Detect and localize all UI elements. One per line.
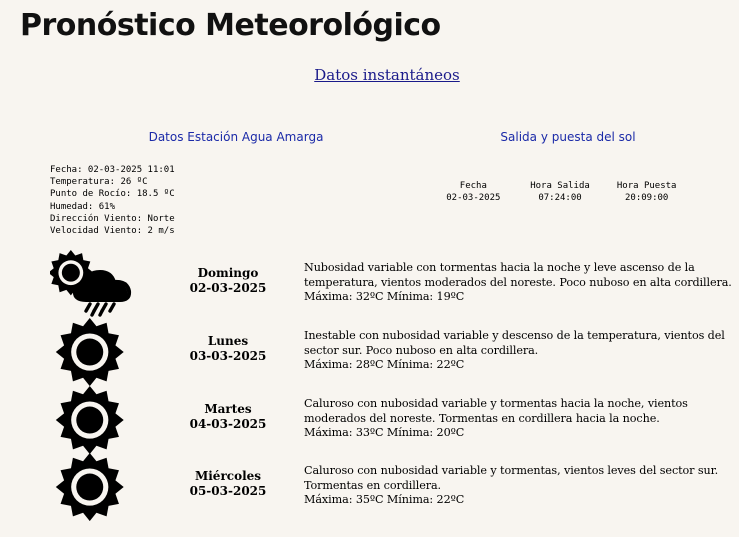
forecast-day-name: Domingo: [197, 266, 259, 280]
forecast-description: Inestable con nubosidad variable y descenso de la temperatura, vientos del sector sur. Poco nuboso en alta cordillera.: [304, 329, 725, 357]
station-date: Fecha: 02-03-2025 11:01: [50, 165, 175, 175]
station-heading: Datos Estación Agua Amarga: [148, 130, 324, 144]
forecast-row: [0, 453, 739, 521]
forecast-description: Nubosidad variable con tormentas hacia la noche y leve ascenso de la temperatura, vientos moderados del noreste. Poco nuboso en alta cordillera.: [304, 261, 732, 289]
forecast-temps: Máxima: 35ºC Mínima: 22ºC: [304, 493, 465, 507]
sun-col-sunrise: [517, 180, 604, 204]
forecast-temps: Máxima: 28ºC Mínima: 22ºC: [304, 358, 465, 372]
station-wind-speed: Velocidad Viento: 2 m/s: [50, 226, 175, 237]
sun-col-sunset: [603, 180, 690, 204]
instant-data-link[interactable]: Datos instantáneos: [314, 66, 460, 84]
sun-value-sunrise: 07:24:00: [538, 193, 582, 203]
sun-value-sunset: 20:09:00: [625, 193, 669, 203]
forecast-day-name: Miércoles: [194, 469, 262, 483]
sun-value-date: 02-03-2025: [446, 193, 501, 203]
page-title: Pronóstico Meteorológico: [20, 8, 441, 43]
sun-table: [430, 180, 690, 204]
station-data-list: [50, 164, 175, 237]
sun-header-sunset: Hora Puesta: [616, 181, 677, 191]
forecast-temps: Máxima: 32ºC Mínima: 19ºC: [304, 290, 465, 304]
forecast-row: [0, 250, 739, 318]
forecast-description: Caluroso con nubosidad variable y tormentas hacia la noche, vientos moderados del noreste. Tormentas en cordillera hacia la noche.: [304, 397, 688, 425]
forecast-day-date: 05-03-2025: [189, 484, 267, 498]
forecast-description-block: [304, 397, 734, 441]
storm-sun-cloud-icon: [50, 250, 132, 318]
station-humidity: Humedad: 61%: [50, 201, 116, 212]
station-temperature: Temperatura: 26 ºC: [50, 177, 148, 188]
sun-header-sunrise: Hora Salida: [530, 181, 590, 191]
forecast-day-label: [160, 402, 296, 432]
sun-heading: Salida y puesta del sol: [500, 130, 636, 144]
sun-header-date: Fecha: [459, 181, 487, 191]
sun-col-date: [430, 180, 517, 204]
forecast-day-name: Martes: [204, 402, 252, 416]
forecast-description-block: [304, 464, 734, 508]
forecast-day-date: 03-03-2025: [189, 349, 267, 363]
forecast-day-label: [160, 334, 296, 364]
forecast-description-block: [304, 329, 734, 373]
forecast-row: [0, 318, 739, 386]
forecast-day-label: [160, 469, 296, 499]
forecast-day-label: [160, 266, 296, 296]
station-wind-direction: Dirección Viento: Norte: [50, 213, 175, 224]
forecast-day-date: 04-03-2025: [189, 417, 267, 431]
forecast-day-date: 02-03-2025: [189, 281, 267, 295]
forecast-row: [0, 386, 739, 454]
forecast-description: Caluroso con nubosidad variable y tormentas, vientos leves del sector sur. Tormentas en cordillera.: [304, 464, 719, 492]
sun-icon: [50, 318, 132, 386]
sun-icon: [50, 386, 132, 454]
forecast-day-name: Lunes: [207, 334, 249, 348]
forecast-description-block: [304, 261, 734, 305]
station-dew-point: Punto de Rocío: 18.5 ºC: [50, 189, 175, 200]
sun-icon: [50, 453, 132, 521]
forecast-temps: Máxima: 33ºC Mínima: 20ºC: [304, 426, 465, 440]
